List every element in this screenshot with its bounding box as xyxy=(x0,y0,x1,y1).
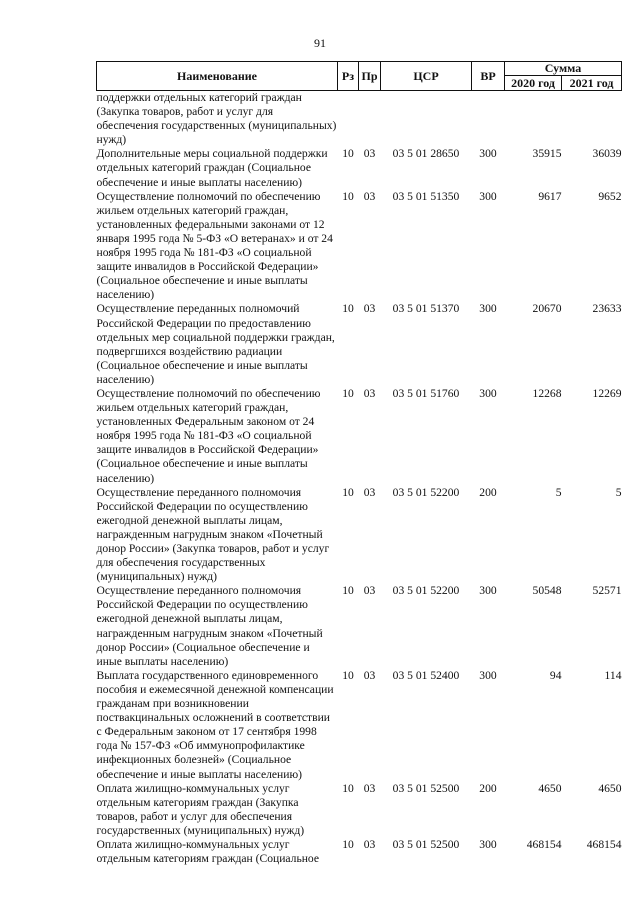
table-row xyxy=(97,190,622,303)
header-vr: ВР xyxy=(472,62,505,91)
row-pr: 03 xyxy=(363,302,376,316)
table-row xyxy=(97,584,622,669)
row-rz: 10 xyxy=(342,781,354,795)
row-name: поддержки отдельных категорий граждан (Закупка товаров, работ и услуг для обеспечения государственных (муниципальных) нужд) xyxy=(96,91,337,147)
row-csr: 03 5 01 52200 xyxy=(392,485,460,499)
row-vr: 300 xyxy=(479,189,497,203)
header-csr: ЦСР xyxy=(381,62,472,91)
table-row xyxy=(97,838,622,866)
row-vr: 300 xyxy=(479,837,497,851)
row-vr: 300 xyxy=(479,584,497,598)
row-csr: 03 5 01 51760 xyxy=(392,386,460,400)
row-sum-2021: 4650 xyxy=(598,781,622,795)
row-sum-2021: 36039 xyxy=(592,147,622,161)
row-vr: 300 xyxy=(479,147,497,161)
row-sum-2020: 50548 xyxy=(532,584,562,598)
row-csr: 03 5 01 52500 xyxy=(392,837,460,851)
row-csr: 03 5 01 51370 xyxy=(392,302,460,316)
row-name: Осуществление полномочий по обеспечению жильем отдельных категорий граждан, установленных Федеральным законом от 24 ноября 1995 года № 181-ФЗ «О социальной защите инвалидов в Российской Федерации» (Социальное обеспечение и иные выплаты населению) xyxy=(96,386,321,485)
row-pr: 03 xyxy=(363,668,376,682)
row-name: Осуществление полномочий по обеспечению жильем отдельных категорий граждан, установленных федеральными законами от 12 января 1995 года № 5-ФЗ «О ветеранах» и от 24 ноября 1995 года № 181-ФЗ «О социальной защите инвалидов в Российской Федерации» (Социальное обеспечение и иные выплаты населению) xyxy=(96,189,333,302)
row-sum-2021 xyxy=(562,91,622,148)
header-sum: Сумма xyxy=(505,62,622,76)
row-sum-2021: 468154 xyxy=(586,837,622,851)
row-rz: 10 xyxy=(342,386,354,400)
row-sum-2021: 114 xyxy=(604,668,622,682)
row-vr: 300 xyxy=(479,668,497,682)
row-pr: 03 xyxy=(363,584,376,598)
row-sum-2020: 12268 xyxy=(532,386,562,400)
row-sum-2021: 9652 xyxy=(598,189,622,203)
row-pr: 03 xyxy=(363,781,376,795)
header-year-2020: 2020 год xyxy=(505,76,562,91)
row-vr: 300 xyxy=(479,302,497,316)
table-row xyxy=(97,302,622,387)
header-year-2021: 2021 год xyxy=(562,76,622,91)
header-name: Наименование xyxy=(97,62,338,91)
row-name: Осуществление переданных полномочий Российской Федерации по предоставлению отдельных мер социальной поддержки граждан, подвергшихся воздействию радиации (Социальное обеспечение и иные выплаты населению) xyxy=(96,302,335,386)
table-row xyxy=(97,387,622,486)
row-rz: 10 xyxy=(342,147,354,161)
row-sum-2021: 5 xyxy=(615,485,622,499)
row-pr: 03 xyxy=(363,189,376,203)
row-vr: 300 xyxy=(479,386,497,400)
row-sum-2020: 9617 xyxy=(538,189,562,203)
row-sum-2020: 20670 xyxy=(532,302,562,316)
row-name: Дополнительные меры социальной поддержки отдельных категорий граждан (Социальное обеспечение и иные выплаты населению) xyxy=(96,147,328,189)
header-pr: Пр xyxy=(359,62,381,91)
row-csr: 03 5 01 52400 xyxy=(392,668,460,682)
row-name: Выплата государственного единовременного пособия и ежемесячной денежной компенсации гражданам при возникновении поствакцинальных осложнений в соответствии с Федеральным законом от 17 сентября 1998 года № 157-ФЗ «Об иммунопрофилактике инфекционных болезней» (Социальное обеспечение и иные выплаты населению) xyxy=(96,668,334,781)
row-vr xyxy=(472,91,505,148)
row-vr: 200 xyxy=(479,485,497,499)
row-pr: 03 xyxy=(363,147,376,161)
table-header xyxy=(97,62,622,91)
header-rz: Рз xyxy=(338,62,359,91)
row-csr: 03 5 01 52200 xyxy=(392,584,460,598)
page-number: 91 xyxy=(314,36,326,50)
row-sum-2020: 468154 xyxy=(526,837,562,851)
row-csr xyxy=(381,91,472,148)
row-pr: 03 xyxy=(363,386,376,400)
table-body xyxy=(97,91,622,867)
row-csr: 03 5 01 51350 xyxy=(392,189,460,203)
row-sum-2021: 23633 xyxy=(592,302,622,316)
row-rz: 10 xyxy=(342,302,354,316)
row-rz: 10 xyxy=(342,668,354,682)
row-sum-2020: 94 xyxy=(549,668,562,682)
table-row xyxy=(97,669,622,782)
table-row xyxy=(97,91,622,148)
row-sum-2020: 5 xyxy=(555,485,562,499)
row-rz: 10 xyxy=(342,584,354,598)
row-sum-2020: 4650 xyxy=(538,781,562,795)
row-rz: 10 xyxy=(342,837,354,851)
row-sum-2020 xyxy=(505,91,562,148)
row-pr: 03 xyxy=(363,837,376,851)
row-name: Осуществление переданного полномочия Российской Федерации по осуществлению ежегодной денежной выплаты лицам, награжденным нагрудным знаком «Почетный донор России» (Социальное обеспечение и иные выплаты населению) xyxy=(96,584,323,668)
row-sum-2021: 52571 xyxy=(592,584,622,598)
table-row xyxy=(97,782,622,838)
row-csr: 03 5 01 28650 xyxy=(392,147,460,161)
row-rz: 10 xyxy=(342,485,354,499)
row-sum-2021: 12269 xyxy=(592,386,622,400)
table-row xyxy=(97,147,622,189)
row-sum-2020: 35915 xyxy=(532,147,562,161)
row-vr: 200 xyxy=(479,781,497,795)
row-pr: 03 xyxy=(363,485,376,499)
budget-table xyxy=(96,61,622,866)
row-name: Осуществление переданного полномочия Российской Федерации по осуществлению ежегодной денежной выплаты лицам, награжденным нагрудным знаком «Почетный донор России» (Закупка товаров, работ и услуг для обеспечения государственных (муниципальных) нужд) xyxy=(96,485,330,584)
table-row xyxy=(97,486,622,585)
row-name: Оплата жилищно-коммунальных услуг отдельным категориям граждан (Социальное xyxy=(96,837,320,866)
row-pr xyxy=(359,91,381,148)
row-rz xyxy=(338,91,359,148)
row-name: Оплата жилищно-коммунальных услуг отдельным категориям граждан (Закупка товаров, работ и услуг для обеспечения государственных (муниципальных) нужд) xyxy=(96,781,305,837)
row-csr: 03 5 01 52500 xyxy=(392,781,460,795)
row-rz: 10 xyxy=(342,189,354,203)
